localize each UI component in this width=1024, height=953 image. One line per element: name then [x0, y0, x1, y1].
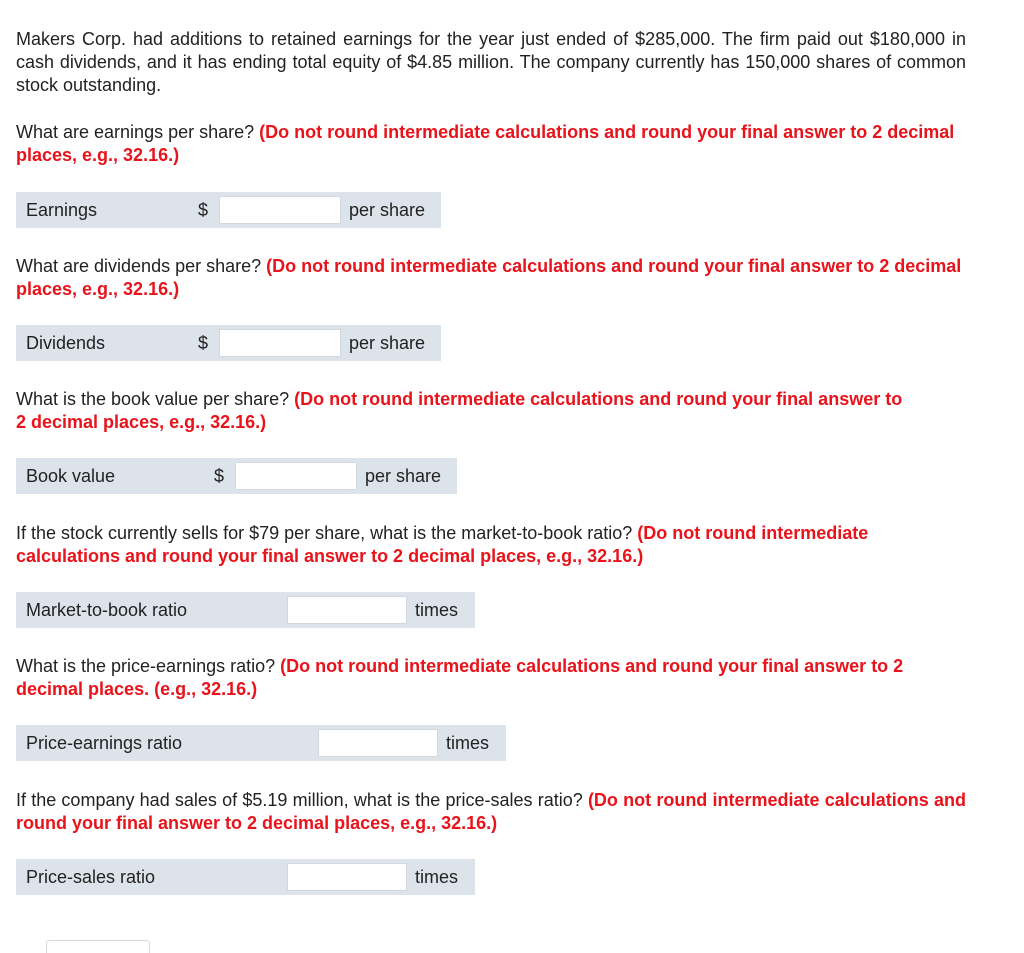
answer-label: Market-to-book ratio [26, 600, 188, 620]
question-text: What is the book value per share? [16, 389, 295, 409]
market-to-book-input[interactable] [287, 596, 407, 624]
question-instruction: (Do not round intermediate calculations and round your final answer to 2 decimal places, e.g., 32.16.) [16, 389, 903, 432]
question-price-sales [16, 789, 966, 835]
question-text: What are dividends per share? [16, 256, 267, 276]
answer-row-book-value [16, 458, 457, 494]
answer-label: Book value [26, 466, 116, 486]
earnings-input[interactable] [219, 196, 341, 224]
question-market-to-book [16, 522, 971, 568]
question-text: If the company had sales of $5.19 million, what is the price-sales ratio? [16, 790, 588, 810]
answer-row-earnings [16, 192, 441, 228]
question-instruction: (Do not round intermediate calculations and round your final answer to 2 decimal places, e.g., 32.16.) [16, 790, 966, 833]
question-instruction: (Do not round intermediate calculations and round your final answer to 2 decimal places, e.g., 32.16.) [16, 256, 962, 299]
question-text: If the stock currently sells for $79 per share, what is the market-to-book ratio? [16, 523, 638, 543]
question-earnings [16, 121, 971, 167]
answer-label: Price-sales ratio [26, 867, 156, 887]
unit-label: times [446, 733, 490, 753]
currency-symbol: $ [198, 200, 209, 220]
problem-statement: Makers Corp. had additions to retained earnings for the year just ended of $285,000. The firm paid out $180,000 in cash dividends, and it has ending total equity of $4.85 million. The company currently has 150,000 shares of common stock outstanding. [16, 29, 966, 95]
question-instruction: (Do not round intermediate calculations and round your final answer to 2 decimal places, e.g., 32.16.) [16, 122, 955, 165]
price-earnings-input[interactable] [318, 729, 438, 757]
dividends-input[interactable] [219, 329, 341, 357]
currency-symbol: $ [198, 333, 209, 353]
answer-label: Earnings [26, 200, 98, 220]
answer-row-market-to-book [16, 592, 475, 628]
question-book-value [16, 388, 916, 434]
unit-label: times [415, 867, 459, 887]
price-sales-input[interactable] [287, 863, 407, 891]
question-text: What are earnings per share? [16, 122, 260, 142]
question-price-earnings [16, 655, 971, 701]
answer-row-price-earnings [16, 725, 506, 761]
book-value-input[interactable] [235, 462, 357, 490]
question-dividends [16, 255, 971, 301]
answer-label: Dividends [26, 333, 106, 353]
unit-label: per share [349, 200, 426, 220]
currency-symbol: $ [214, 466, 225, 486]
answer-row-price-sales [16, 859, 475, 895]
unit-label: per share [365, 466, 442, 486]
question-instruction: (Do not round intermediate calculations and round your final answer to 2 decimal places, e.g., 32.16.) [16, 523, 869, 566]
answer-row-dividends [16, 325, 441, 361]
unit-label: times [415, 600, 459, 620]
submit-button[interactable] [46, 940, 150, 953]
question-text: What is the price-earnings ratio? [16, 656, 281, 676]
question-instruction: (Do not round intermediate calculations and round your final answer to 2 decimal places. (e.g., 32.16.) [16, 656, 904, 699]
answer-label: Price-earnings ratio [26, 733, 183, 753]
unit-label: per share [349, 333, 426, 353]
